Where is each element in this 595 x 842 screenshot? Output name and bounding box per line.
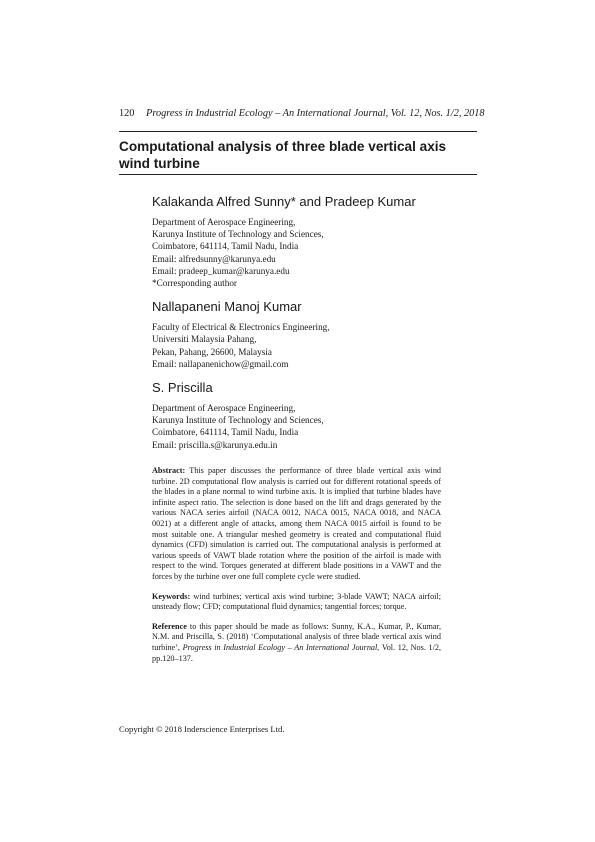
- author-block: [152, 194, 477, 289]
- keywords-text: wind turbines; vertical axis wind turbine; 3-blade VAWT; NACA airfoil; unsteady flow; CFD; computational fluid dynamics; tangential forces; torque.: [152, 591, 442, 612]
- affiliation-line: Coimbatore, 641114, Tamil Nadu, India: [152, 427, 299, 438]
- author-name: S. Priscilla: [152, 380, 213, 396]
- title-rule-top: [119, 131, 477, 132]
- title-rule-bottom: [119, 174, 477, 175]
- author-block: [152, 299, 477, 370]
- page-number: 120: [119, 108, 135, 119]
- affiliation-line: Department of Aerospace Engineering,: [152, 217, 296, 227]
- affiliation-line: Department of Aerospace Engineering,: [152, 403, 296, 414]
- abstract-paragraph: [152, 466, 441, 583]
- abstract-label: Abstract:: [152, 466, 186, 475]
- corresponding-author-note: *Corresponding author: [152, 278, 237, 289]
- affiliation-line: Pekan, Pahang, 26600, Malaysia: [152, 346, 272, 357]
- affiliation-line: Coimbatore, 641114, Tamil Nadu, India: [152, 241, 299, 252]
- author-block: [152, 380, 477, 451]
- keywords-label: Keywords:: [152, 591, 191, 601]
- paper-title: Computational analysis of three blade vertical axis wind turbine: [119, 139, 447, 171]
- keywords-paragraph: [152, 592, 441, 613]
- affiliation-line: Karunya Institute of Technology and Sciences,: [152, 229, 324, 240]
- author-list: [152, 194, 477, 461]
- affiliation-line: Karunya Institute of Technology and Sciences,: [152, 415, 324, 426]
- email-line: Email: pradeep_kumar@karunya.edu: [152, 265, 290, 276]
- copyright-footer: Copyright © 2018 Inderscience Enterprises Ltd.: [119, 724, 285, 734]
- reference-journal: Progress in Industrial Ecology – An International Journal: [182, 642, 378, 652]
- reference-text: to this paper should be made as follows: Sunny, K.A., Kumar, P., Kumar, N.M. and Priscilla, S. (2018) ‘Computational analysis of three blade vertical axis wind turbine’,: [152, 621, 442, 652]
- abstract-text: This paper discusses the performance of three blade vertical axis wind turbine. 2D computational flow analysis is carried out for different rotational speeds of the blades in a plane normal to wind turbine axis. It is implied that turbine blades have infinite aspect ratio. The selection is done based on the lift and drags generated by the various NACA series airfoil (NACA 0012, NACA 0015, NACA 0018, and NACA 0021) at a different angle of attacks, among them NACA 0015 airfoil is found to be most suitable one. A triangular meshed geometry is created and computational fluid dynamics (CFD) simulation is carried out. The computational analysis is performed at various speeds of VAWT blade rotation where the position of the airfoil is made with respect to the wind. Torques generated at different blade positions in a VAWT and the forces by the turbine over one full complete cycle were studied.: [152, 466, 442, 581]
- abstract-section: [152, 466, 441, 673]
- email-line: Email: priscilla.s@karunya.edu.in: [152, 439, 278, 450]
- email-line: Email: alfredsunny@karunya.edu: [152, 253, 276, 264]
- email-line: Email: nallapanenichow@gmail.com: [152, 358, 289, 369]
- reference-paragraph: [152, 622, 441, 664]
- affiliation-line: Faculty of Electrical & Electronics Engineering,: [152, 322, 330, 333]
- journal-citation: Progress in Industrial Ecology – An International Journal, Vol. 12, Nos. 1/2, 2018: [146, 108, 485, 119]
- reference-label: Reference: [152, 621, 187, 631]
- author-name: Nallapaneni Manoj Kumar: [152, 299, 302, 315]
- author-name: Kalakanda Alfred Sunny* and Pradeep Kumar: [152, 194, 416, 209]
- running-head: [119, 108, 485, 120]
- reference-volume: , Vol. 12, Nos. 1/2, pp.120–137.: [152, 642, 442, 663]
- affiliation-line: Universiti Malaysia Pahang,: [152, 334, 257, 345]
